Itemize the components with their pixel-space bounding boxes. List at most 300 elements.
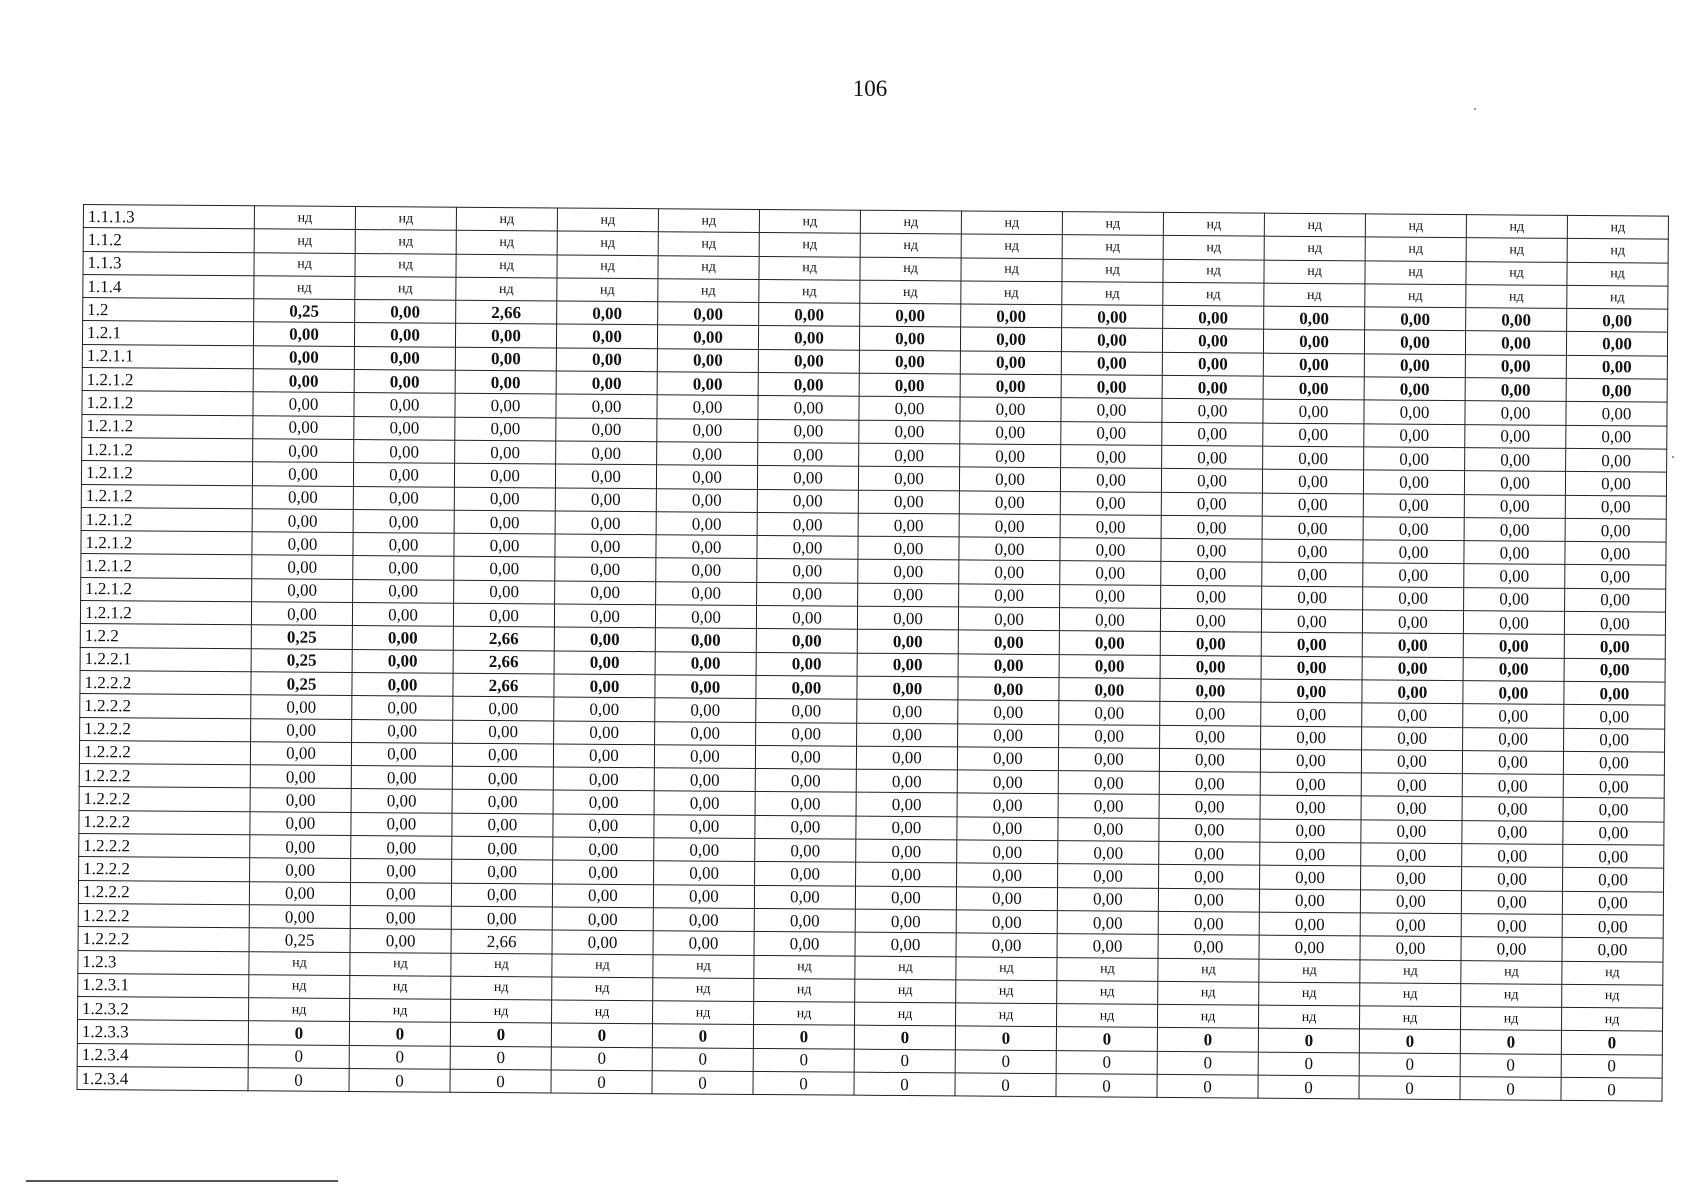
value-cell: 0,00 [353,579,454,603]
value-cell: 0 [1460,1053,1561,1077]
row-code-cell: 1.2.2.2 [79,764,250,789]
value-cell: 0,00 [1158,888,1259,912]
value-cell: нд [552,953,653,977]
value-cell: 0,00 [957,793,1058,817]
value-cell: 0,00 [453,603,554,627]
value-cell: 0,00 [1464,494,1565,518]
value-cell: 0 [551,1047,652,1071]
value-cell: 0,00 [1464,471,1565,495]
value-cell: 0 [1056,1074,1157,1098]
value-cell: нд [1163,259,1264,283]
value-cell: нд [1158,981,1259,1005]
value-cell: 0,00 [1059,608,1160,632]
scan-speck [1672,456,1674,458]
value-cell: 0,00 [1362,633,1463,657]
value-cell: 0,00 [1261,632,1362,656]
value-cell: 0,00 [858,513,959,537]
value-cell: нд [456,277,557,301]
value-cell: 0,00 [453,696,554,720]
value-cell: 0,25 [254,299,355,323]
value-cell: 0,00 [1462,797,1563,821]
value-cell: 0,00 [1362,726,1463,750]
value-cell: 0,00 [1462,750,1563,774]
value-cell: нд [456,207,557,231]
value-cell: 0,00 [759,303,860,327]
value-cell: 0,00 [352,672,453,696]
value-cell: 0,00 [251,718,352,742]
value-cell: 0,00 [1263,330,1364,354]
value-cell: 0,00 [959,490,1060,514]
value-cell: 0,00 [958,630,1059,654]
value-cell: нд [254,276,355,300]
value-cell: 0,00 [1059,654,1160,678]
value-cell: 0,00 [557,301,658,325]
value-cell: 0,00 [452,836,553,860]
value-cell: нд [1567,239,1668,263]
value-cell: нд [961,234,1062,258]
value-cell: 0,00 [555,464,656,488]
value-cell: 0,00 [555,534,656,558]
value-cell: 0,00 [657,418,758,442]
value-cell: нд [1460,1007,1561,1031]
value-cell: 0,00 [1159,865,1260,889]
row-code-cell: 1.2.1 [82,321,253,346]
value-cell: 0,00 [350,929,451,953]
value-cell: 0,00 [355,300,456,324]
row-code-cell: 1.2.1.2 [81,507,252,532]
value-cell: 0,00 [553,860,654,884]
value-cell: нд [1062,282,1163,306]
value-cell: 0,00 [656,581,757,605]
value-cell: 0,00 [1566,402,1667,426]
value-cell: нд [254,206,355,230]
value-cell: 0,00 [454,463,555,487]
value-cell: 0,00 [1060,515,1161,539]
value-cell: 0,00 [1162,375,1263,399]
value-cell: 0,00 [1361,750,1462,774]
row-code-cell: 1.2.3.4 [77,1043,248,1068]
value-cell: 0,00 [1364,424,1465,448]
value-cell: 0,00 [1161,585,1262,609]
value-cell: 0 [1258,1029,1359,1053]
value-cell: 0,00 [959,537,1060,561]
value-cell: 0,00 [454,487,555,511]
value-cell: 0 [1359,1076,1460,1100]
value-cell: 0,00 [1062,305,1163,329]
value-cell: 0,00 [1465,378,1566,402]
value-cell: 0,00 [1567,309,1668,333]
row-code-cell: 1.2.2 [80,624,251,649]
value-cell: 0,00 [252,462,353,486]
value-cell: 0,00 [451,883,552,907]
value-cell: 0 [349,1045,450,1069]
value-cell: нд [961,281,1062,305]
value-cell: 0,00 [1260,842,1361,866]
row-code-cell: 1.2.2.2 [78,880,249,905]
value-cell: нд [254,229,355,253]
value-cell: 0,00 [1565,518,1666,542]
value-cell: 0 [955,1050,1056,1074]
value-cell: 0,00 [553,767,654,791]
row-code-cell: 1.2.1.2 [81,577,252,602]
value-cell: 0,00 [350,882,451,906]
value-cell: 0,00 [1565,588,1666,612]
value-cell: 0,00 [654,814,755,838]
value-cell: 0,00 [1158,911,1259,935]
value-cell: 0,00 [250,788,351,812]
value-cell: 0,00 [1059,724,1160,748]
value-cell: нд [658,255,759,279]
value-cell: нд [1157,1004,1258,1028]
value-cell: 0,00 [958,654,1059,678]
value-cell: 0,00 [757,466,858,490]
value-cell: 0,00 [354,393,455,417]
value-cell: 0,00 [1263,376,1364,400]
value-cell: 0,00 [1465,401,1566,425]
row-code-cell: 1.2.2.2 [79,787,250,812]
value-cell: 0,00 [856,746,957,770]
value-cell: 0,00 [1261,702,1362,726]
value-cell: 0,00 [958,607,1059,631]
value-cell: нд [1056,1004,1157,1028]
value-cell: нд [1567,285,1668,309]
value-cell: 0,00 [1058,794,1159,818]
value-cell: 0,00 [859,350,960,374]
value-cell: 0 [955,1073,1056,1097]
value-cell: 0,00 [755,838,856,862]
value-cell: нд [456,254,557,278]
value-cell: 0,00 [656,512,757,536]
value-cell: нд [759,209,860,233]
value-cell: 0,00 [657,442,758,466]
value-cell: 0,00 [655,698,756,722]
value-cell: 0,00 [1462,844,1563,868]
value-cell: 0,00 [1563,868,1664,892]
value-cell: 0 [248,1044,349,1068]
value-cell: 0,00 [1566,355,1667,379]
value-cell: 0,00 [1162,399,1263,423]
value-cell: 0,00 [1058,771,1159,795]
value-cell: 0,00 [755,815,856,839]
value-cell: 0,00 [956,887,1057,911]
value-cell: 0,00 [1465,331,1566,355]
value-cell: 0,00 [1159,841,1260,865]
value-cell: 0,00 [1260,865,1361,889]
value-cell: 0,00 [859,397,960,421]
value-cell: нд [855,979,956,1003]
value-cell: нд [855,956,956,980]
value-cell: 0,00 [553,837,654,861]
value-cell: 0,00 [756,629,857,653]
value-cell: 0,00 [552,907,653,931]
value-cell: 0,00 [1259,912,1360,936]
value-cell: 0,00 [1262,539,1363,563]
table-body [77,205,1668,1102]
value-cell: 0,00 [1061,421,1162,445]
page-number: 106 [852,76,888,101]
value-cell: 0,00 [253,439,354,463]
row-code-cell: 1.2.1.2 [81,554,252,579]
value-cell: нд [350,952,451,976]
value-cell: 0,00 [855,932,956,956]
value-cell: 0,00 [1162,329,1263,353]
value-cell: 0 [1359,1029,1460,1053]
value-cell: нд [1264,283,1365,307]
row-code-cell: 1.1.2 [83,228,254,253]
value-cell: 0,00 [1564,705,1665,729]
value-cell: нд [658,279,759,303]
value-cell: 0,00 [552,930,653,954]
value-cell: 0,00 [1361,820,1462,844]
value-cell: 0,00 [555,581,656,605]
value-cell: 0,00 [856,862,957,886]
value-cell: 0,00 [1565,472,1666,496]
value-cell: нд [355,276,456,300]
value-cell: 0,00 [1058,864,1159,888]
value-cell: 0,00 [252,509,353,533]
value-cell: 0,00 [1562,914,1663,938]
value-cell: нд [355,253,456,277]
value-cell: 0,00 [1566,378,1667,402]
value-cell: 0,00 [1058,747,1159,771]
value-cell: 0 [551,1070,652,1094]
row-code-cell: 1.2.3.4 [77,1066,248,1091]
value-cell: нд [1365,260,1466,284]
value-cell: 0,00 [351,835,452,859]
value-cell: 0,00 [957,747,1058,771]
value-cell: 0,00 [353,533,454,557]
value-cell: 0,00 [352,649,453,673]
value-cell: 0,25 [251,648,352,672]
value-cell: 0,00 [1161,492,1262,516]
value-cell: 0 [1460,1077,1561,1101]
value-cell: нд [1163,212,1264,236]
value-cell: 0,00 [1461,914,1562,938]
value-cell: 0,00 [1263,353,1364,377]
value-cell: 0,00 [1360,913,1461,937]
value-cell: 0,00 [1465,354,1566,378]
value-cell: 0,00 [1262,469,1363,493]
value-cell: 0,00 [1060,561,1161,585]
value-cell: 0,00 [856,793,957,817]
row-code-cell: 1.2.1.2 [82,391,253,416]
value-cell: нд [1062,258,1163,282]
value-cell: 0,00 [353,463,454,487]
row-code-cell: 1.2.2.1 [80,647,251,672]
value-cell: 0,00 [1563,798,1664,822]
value-cell: 0 [1561,1054,1662,1078]
value-cell: 0,00 [1564,611,1665,635]
value-cell: 0,00 [1361,773,1462,797]
value-cell: нд [1466,261,1567,285]
value-cell: нд [1163,236,1264,260]
value-cell: нд [1466,285,1567,309]
value-cell: нд [658,232,759,256]
value-cell: 0,00 [1566,425,1667,449]
value-cell: 0,00 [354,416,455,440]
value-cell: 0,00 [857,606,958,630]
value-cell: 0,00 [452,766,553,790]
value-cell: 0,00 [1060,584,1161,608]
value-cell: нд [955,1003,1056,1027]
value-cell: 0 [450,1069,551,1093]
value-cell: 0,00 [554,674,655,698]
value-cell: 0 [1157,1074,1258,1098]
value-cell: 0,00 [1363,517,1464,541]
value-cell: 0,00 [960,444,1061,468]
value-cell: 0,00 [350,905,451,929]
value-cell: 0,00 [757,536,858,560]
value-cell: 0,00 [1464,541,1565,565]
value-cell: нд [249,998,350,1022]
value-cell: 0,00 [656,558,757,582]
value-cell: 0,00 [857,653,958,677]
value-cell: 0,00 [553,790,654,814]
value-cell: 0,00 [756,722,857,746]
value-cell: 0,00 [1061,351,1162,375]
value-cell: нд [1264,260,1365,284]
value-cell: 0,00 [1060,538,1161,562]
value-cell: 0,00 [552,884,653,908]
value-cell: 0,00 [556,394,657,418]
value-cell: 0,00 [455,324,556,348]
value-cell: 0,00 [249,905,350,929]
value-cell: 0,00 [958,700,1059,724]
value-cell: нд [1562,961,1663,985]
value-cell: 0,00 [1463,704,1564,728]
value-cell: 0,00 [253,369,354,393]
value-cell: 0,00 [1260,819,1361,843]
row-code-cell: 1.2.2.2 [79,740,250,765]
value-cell: нд [1365,284,1466,308]
value-cell: 0,00 [353,486,454,510]
value-cell: нд [653,1001,754,1025]
value-cell: 0,00 [1562,891,1663,915]
value-cell: 0,00 [452,813,553,837]
value-cell: 0,00 [1262,516,1363,540]
data-table [77,204,1669,1102]
value-cell: 0,00 [656,488,757,512]
value-cell: 0 [1258,1075,1359,1099]
value-cell: 0,00 [354,346,455,370]
value-cell: нд [961,211,1062,235]
value-cell: 0 [753,1025,854,1049]
value-cell: нд [552,1000,653,1024]
value-cell: 0,00 [1163,306,1264,330]
value-cell: 0,00 [1162,352,1263,376]
value-cell: 0,00 [758,326,859,350]
value-cell: нд [1264,213,1365,237]
value-cell: нд [451,976,552,1000]
value-cell: 0,00 [352,603,453,627]
value-cell: 0,00 [1363,540,1464,564]
value-cell: 0,00 [351,766,452,790]
value-cell: нд [653,977,754,1001]
value-cell: 0,00 [253,415,354,439]
value-cell: 0,00 [1159,772,1260,796]
row-code-cell: 1.2.1.2 [81,484,252,509]
value-cell: 0,00 [554,697,655,721]
value-cell: нд [1466,238,1567,262]
value-cell: 0,00 [1466,308,1567,332]
value-cell: 0,00 [961,304,1062,328]
value-cell: нд [557,231,658,255]
value-cell: 0,00 [353,556,454,580]
value-cell: 0,00 [960,421,1061,445]
value-cell: 0,00 [1365,307,1466,331]
value-cell: 0,00 [455,440,556,464]
value-cell: нд [1259,982,1360,1006]
value-cell: 0,00 [251,695,352,719]
value-cell: 0,00 [553,744,654,768]
value-cell: 0,00 [1260,749,1361,773]
value-cell: 0,00 [653,884,754,908]
value-cell: 0,00 [351,812,452,836]
value-cell: 0,00 [1264,306,1365,330]
value-cell: 0,00 [859,373,960,397]
value-cell: 0 [652,1071,753,1095]
value-cell: 0,00 [556,371,657,395]
value-cell: 0,00 [1262,586,1363,610]
value-cell: 0,00 [653,931,754,955]
value-cell: нд [254,252,355,276]
value-cell: 0,00 [1260,772,1361,796]
value-cell: 0 [753,1071,854,1095]
value-cell: 0 [1561,1031,1662,1055]
value-cell: нд [956,956,1057,980]
value-cell: 0,00 [858,560,959,584]
value-cell: 0 [652,1024,753,1048]
value-cell: 0,00 [1363,587,1464,611]
value-cell: нд [860,233,961,257]
value-cell: 0,00 [858,490,959,514]
value-cell: 0,00 [1363,493,1464,517]
value-cell: нд [1365,214,1466,238]
value-cell: нд [355,206,456,230]
value-cell: 0 [1258,1052,1359,1076]
value-cell: 0,00 [655,605,756,629]
value-cell: 0,00 [754,908,855,932]
value-cell: 0,00 [453,720,554,744]
value-cell: нд [754,978,855,1002]
value-cell: 0,00 [1364,377,1465,401]
value-cell: 0,00 [1364,400,1465,424]
value-cell: 0,00 [455,370,556,394]
value-cell: 0,00 [654,838,755,862]
value-cell: 0,00 [250,765,351,789]
value-cell: 0,00 [657,348,758,372]
value-cell: 2,66 [453,650,554,674]
value-cell: 0 [349,1022,450,1046]
value-cell: 0,00 [1364,447,1465,471]
value-cell: 0,00 [1464,517,1565,541]
value-cell: 0,00 [858,536,959,560]
value-cell: 0,00 [958,723,1059,747]
row-code-cell: 1.1.3 [83,251,254,276]
row-code-cell: 1.2.1.2 [81,461,252,486]
row-code-cell: 1.2.2.2 [80,717,251,742]
value-cell: 0,00 [1462,867,1563,891]
value-cell: 0,00 [956,910,1057,934]
value-cell: нд [754,955,855,979]
value-cell: 0,00 [1061,328,1162,352]
value-cell: 0,00 [354,370,455,394]
value-cell: 0,00 [1563,821,1664,845]
value-cell: 0,00 [1057,887,1158,911]
value-cell: 0,00 [1465,424,1566,448]
value-cell: 0,00 [454,580,555,604]
value-cell: 0,00 [1364,354,1465,378]
